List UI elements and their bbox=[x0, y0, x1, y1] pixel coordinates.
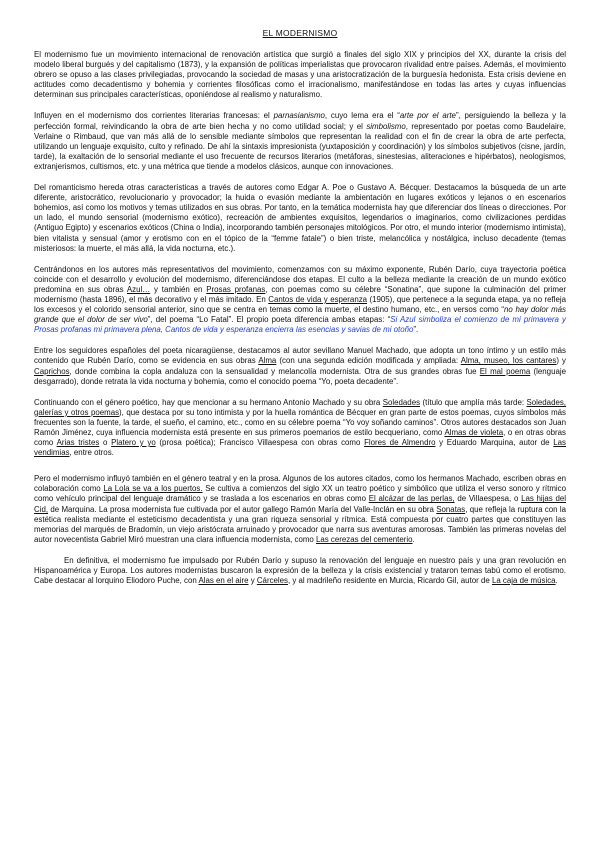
roman-numeral: XX bbox=[478, 50, 489, 59]
work-title: Flores de Almendro bbox=[364, 438, 436, 448]
work-title: Alas en el aire bbox=[198, 576, 249, 586]
work-title: Azul… bbox=[126, 284, 151, 294]
term-simbolismo: simbolismo bbox=[366, 121, 406, 131]
work-title: Almas de violeta bbox=[444, 428, 504, 437]
paragraph-conclusion: En definitiva, el modernismo fue impulsado por Rubén Darío y supuso la renovación del lenguaje en nuestro país y una gran revolución en Hispanoamérica y Europa. Los autores modernistas buscaron la expresión de la belleza y la crisis existencial y trataron temas tabú como el erotismo. Cabe destacar al lorquino Eliodoro Puche, con Alas en el aire y Cárceles, y al madrileño residente en Murcia, Ricardo Gil, autor de La caja de música. bbox=[34, 555, 566, 586]
paragraph-ruben-dario: Centrándonos en los autores más representativos del movimiento, comenzamos con su máximo exponente, Rubén Darío, cuya trayectoria poética coincide con el desarrollo y evolución del modernismo, diferenciándose dos etapas. El culto a la belleza mediante la creación de un mundo exótico predomina en sus obras Azul… y también en Prosas profanas, con poemas como su célebre “Sonatina”, que supone la culminación del primer modernismo (hasta 1896), el más decorativo y el más imitado. En Cantos de vida y esperanza (1905), que pertenece a la segunda etapa, ya no refleja los excesos y el colorido sensorial anterior, sino que se centra en temas como la muerte, el destino humano, etc., en versos como “no hay dolor más grande que el dolor de ser vivo”, del poema “Lo Fatal”. El propio poeta diferencia ambas etapas: “Si Azul simboliza el comienzo de mi primavera y Prosas profanas mi primavera plena, Cantos de vida y esperanza encierra las esencias y savias de mi otoño”. bbox=[34, 264, 567, 335]
paragraph-romanticism: Del romanticismo hereda otras características a través de autores como Edgar A. Poe o Gustavo A. Bécquer. Destacamos la búsqueda de un arte diferente, aristocrático, revolucionario y provocador; la huida o evasión mediante la ambientación en lugares exóticos y lejanos o en escenarios bohemios, así como los motivos y temas utilizados en sus obras. Por tanto, en la temática modernista hay que diferenciar dos líneas o direcciones. Por un lado, el mundo sensorial (modernismo exótico), recreación de ambientes exquisitos, legendarios o imaginarios, como civilizaciones perdidas (Antiguo Egipto) y escenarios exóticos (China o India), incorporando también personajes mitológicos. Por otro, el mundo interior (modernismo intimista), bien vitalista y sensual (amor y erotismo con en el tópico de la “femme fatale”) o bien triste, melancólica y nostálgica, incluso decadente (temas misteriosos: la muerte, el más allá, la vida nocturna, etc.). bbox=[34, 183, 566, 253]
roman-numeral: XX bbox=[321, 484, 333, 494]
paragraph-antonio-machado: Continuando con el género poético, hay que mencionar a su hermano Antonio Machado y su obra Soledades (título que amplía más tarde: Soledades, galerías y otros poemas), que destaca por su tono intimista y por la huella romántica de Bécquer en gran parte de estos poemas, cuyos símbolos más frecuentes son la fuente, la tarde, el sueño, el camino, etc., como en su célebre poema “Yo voy soñando caminos”. Otros autores destacados son Juan Ramón Jiménez, cuya influencia modernista está presente en sus primeros poemarios de estilo becqueriano, como Almas de violeta, o en otras obras como Arias tristes o Platero y yo (prosa poética); Francisco Villaespesa con obras como Flores de Almendro y Eduardo Marquina, autor de Las vendimias, entre otros. bbox=[34, 397, 566, 458]
work-title: Cantos de vida y esperanza bbox=[268, 294, 368, 304]
term-parnasianismo: parnasianismo bbox=[273, 111, 325, 121]
page-title: EL MODERNISMO bbox=[262, 28, 338, 38]
work-title: Alma, museo, los cantares bbox=[460, 356, 557, 366]
work-title: Arias tristes bbox=[56, 438, 100, 448]
work-title: Alma bbox=[258, 356, 277, 366]
work-title: Las hijas del Cid, bbox=[34, 494, 566, 514]
work-title: Sonatas bbox=[436, 504, 466, 514]
paragraph-manuel-machado: Entre los seguidores españoles del poeta nicaragüense, destacamos al autor sevillano Manuel Machado, que adopta un tono íntimo y un estilo más contenido que Rubén Darío, como se evidencia en sus obras Alma (con una segunda edición modificada y ampliada: Alma, museo, los cantares) y Caprichos, donde combina la copla andaluza con la sensualidad y melancolía modernista. Otra de sus grandes obras fue El mal poema (lenguaje desgarrado), donde retrata la vida nocturna y bohemia, como el conocido poema “Yo, poeta decadente”. bbox=[34, 346, 567, 386]
paragraph-intro: El modernismo fue un movimiento internacional de renovación artística que surgió a finales del siglo XIX y principios del XX, durante la crisis del modelo liberal burgués y del capitalismo (1873), y la expansión de políticas imperialistas que provocaron rivalidad entre países. Además, el movimiento obrero se opuso a las clases privilegiadas, provocando la sociedad de masas y una aristocratización de la burguesía hedonista. Esta crisis deviene en actitudes como decadentismo y bohemia y corrientes filosóficas como el irracionalismo, manifestándose en todas las artes y cuyas influencias determinan sus principales características, oponiéndose al realismo y naturalismo. bbox=[34, 50, 566, 100]
work-title: Caprichos bbox=[34, 366, 70, 376]
quote-lema: arte por el arte bbox=[399, 111, 456, 121]
verse-quote: no hay dolor más grande que el dolor de ser vivo bbox=[34, 305, 566, 325]
work-title: Las cerezas del cementerio bbox=[316, 534, 413, 544]
work-title: Platero y yo bbox=[111, 438, 156, 448]
work-title: La Lola se va a los puertos. bbox=[103, 484, 203, 494]
roman-numeral: XIX bbox=[404, 50, 417, 59]
work-title: Prosas profanas bbox=[206, 284, 266, 294]
work-title: Soledades, galerías y otros poemas bbox=[34, 397, 566, 417]
paragraph-french-influences: Influyen en el modernismo dos corrientes literarias francesas: el parnasianismo, cuyo lema era el “arte por el arte”, persiguiendo la belleza y la perfección formal, reivindicando la obra de arte bien hecha y no como utilidad social; y el simbolismo, representado por poetas como Baudelaire, Verlaine o Rimbaud, que van más allá de lo sensible mediante símbolos que representan la realidad con el fin de crear la obra de arte perfecta, utilizando un lenguaje exquisito, culto y refinado. De ahí la sintaxis impresionista (yuxtaposición y coordinación) y los símbolos subjetivos (cisne, jardín, tarde), la exaltación de lo sensorial mediante el uso frecuente de recursos literarios (metáforas, sinestesias, aliteraciones e hipérbatos), neologismos, extranjerismos, cultismos, etc. y una métrica que tiende a modelos clásicos, aunque con innovaciones. bbox=[34, 111, 567, 171]
author-quote: Si Azul simboliza el comienzo de mi primavera y Prosas profanas mi primavera plena, Cantos de vida y esperanza encierra las esencias y savias de mi otoño bbox=[34, 315, 566, 335]
work-title: El alcázar de las perlas, bbox=[368, 494, 455, 504]
work-title: La caja de música bbox=[491, 576, 556, 586]
work-title: Cárceles bbox=[256, 576, 288, 586]
work-title: Las vendimias bbox=[34, 438, 566, 458]
work-title: Soledades bbox=[382, 397, 421, 407]
paragraph-theatre-prose: Pero el modernismo influyó también en el género teatral y en la prosa. Algunos de los autores citados, como los hermanos Machado, escriben obras en colaboración como La Lola se va a los puertos. Se cultiva a comienzos del siglo XX un teatro poético y simbólico que utiliza el verso sonoro y rítmico como vehículo principal del lenguaje dramático y se traslada a los escenarios en obras como El alcázar de las perlas, de Villaespesa, o Las hijas del Cid, de Marquina. La prosa modernista fue cultivada por el autor gallego Ramón María del Valle-Inclán en su obra Sonatas, que refleja la ruptura con la estética realista mediante el esteticismo decadentista y una gran riqueza sensorial y rítmica. Está compuesta por cuatro partes que constituyen las memorias del marqués de Bradomín, un viejo aristócrata arruinado y provocador que narra sus aventuras amorosas. También las primeras novelas del autor novecentista Gabriel Miró muestran una clara influencia modernista, como Las cerezas del cementerio. bbox=[34, 474, 566, 544]
work-title: El mal poema bbox=[479, 366, 531, 376]
